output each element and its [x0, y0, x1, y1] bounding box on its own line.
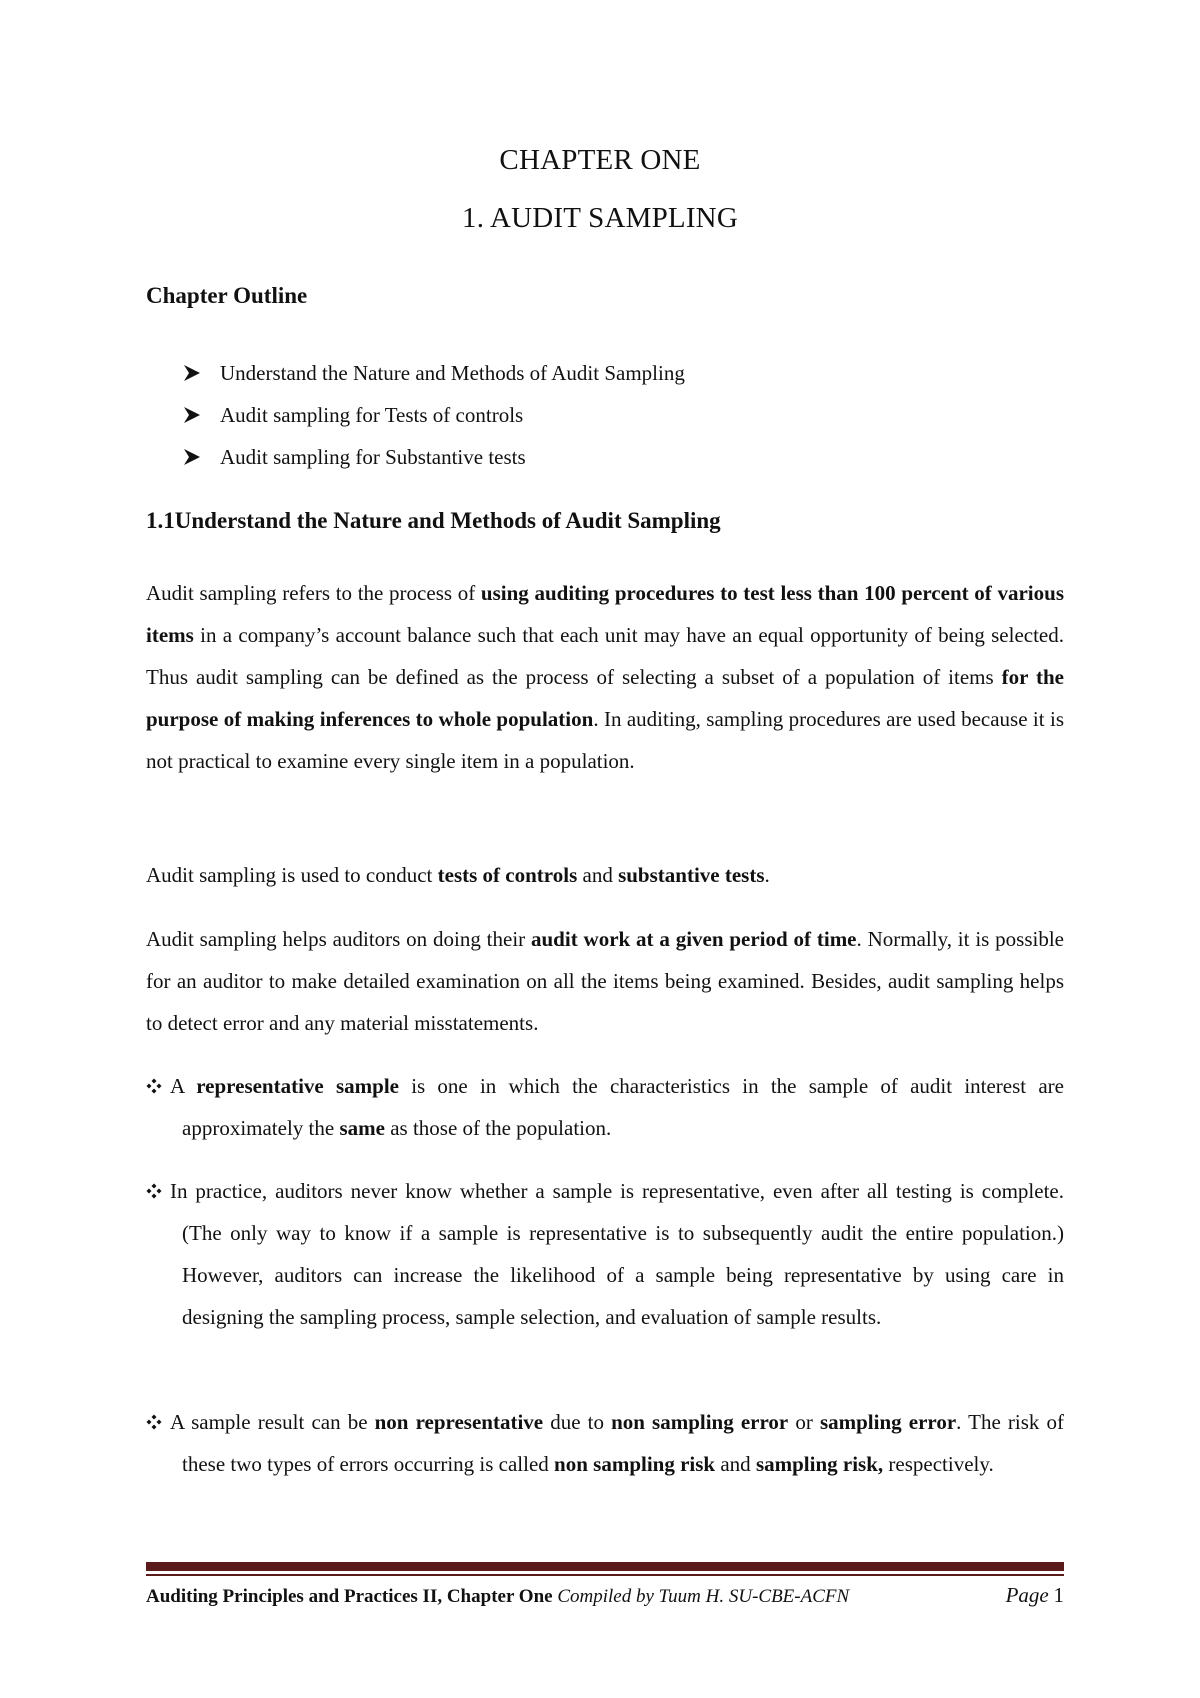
bold-run: non sampling error — [611, 1410, 789, 1434]
text-run: or — [788, 1410, 820, 1434]
text-run: as those of the population. — [384, 1116, 612, 1140]
paragraph-usage — [146, 854, 1064, 896]
four-diamond-icon — [146, 1183, 162, 1199]
paragraph-benefits — [146, 918, 1064, 1044]
text-run: Audit sampling refers to the process of — [146, 581, 481, 605]
bold-run: non sampling risk — [554, 1452, 716, 1476]
bold-run: sampling error — [819, 1410, 957, 1434]
outline-item-text: Understand the Nature and Methods of Audit Sampling — [220, 360, 685, 385]
arrow-bullet-icon — [182, 363, 202, 383]
arrow-bullet-icon — [182, 447, 202, 467]
text-run: . — [764, 863, 770, 887]
bold-run: tests of controls — [437, 863, 578, 887]
chapter-outline-list — [182, 352, 685, 478]
bold-run: audit work at a given period of time — [531, 927, 857, 951]
outline-item — [182, 394, 685, 436]
text-run: Audit sampling helps auditors on doing their — [146, 927, 531, 951]
footer-left — [146, 1586, 849, 1608]
page-footer — [146, 1583, 1064, 1608]
footer-compiled-by: Compiled by Tuum H. SU-CBE-ACFN — [552, 1586, 850, 1607]
text-run: and — [715, 1452, 756, 1476]
text-run: due to — [543, 1410, 612, 1434]
text-run: respectively. — [883, 1452, 994, 1476]
text-run: is one in which the characteristics in the sample of audit interest are approximately the — [182, 1074, 1064, 1140]
chapter-outline-heading: Chapter Outline — [146, 283, 308, 308]
bullet-representative-sample — [146, 1065, 1064, 1149]
four-diamond-icon — [146, 1078, 162, 1094]
bullet-non-representative — [146, 1401, 1064, 1485]
outline-item — [182, 436, 685, 478]
outline-item-text: Audit sampling for Substantive tests — [220, 444, 526, 469]
footer-rule-thin — [146, 1574, 1064, 1576]
bold-run: same — [339, 1116, 385, 1140]
section-heading: 1.1Understand the Nature and Methods of Audit Sampling — [146, 508, 721, 533]
arrow-bullet-icon — [182, 405, 202, 425]
text-run: A — [170, 1074, 197, 1098]
text-run: in a company’s account balance such that each unit may have an equal opportunity of being selected. Thus audit sampling can be defined as the process of selecting a subset of a population of items — [146, 623, 1064, 689]
footer-rule — [146, 1562, 1064, 1571]
bullet-in-practice — [146, 1170, 1064, 1338]
text-run: A sample result can be — [170, 1410, 375, 1434]
footer-course-title: Auditing Principles and Practices II, Chapter One — [146, 1586, 553, 1607]
outline-item-text: Audit sampling for Tests of controls — [220, 402, 524, 427]
outline-item — [182, 352, 685, 394]
chapter-label: CHAPTER ONE — [499, 144, 701, 176]
footer-page — [1006, 1583, 1064, 1608]
bold-run: using auditing procedures to test less than 100 percent of various items — [146, 581, 1064, 647]
text-run: Audit sampling is used to conduct — [146, 863, 438, 887]
footer-page-label: Page — [1005, 1583, 1049, 1607]
bold-run: non representative — [374, 1410, 544, 1434]
bold-run: sampling risk, — [755, 1452, 884, 1476]
bold-run: substantive tests — [618, 863, 765, 887]
chapter-title: 1. AUDIT SAMPLING — [462, 202, 738, 234]
text-run: and — [577, 863, 619, 887]
footer-page-number: 1 — [1053, 1583, 1064, 1607]
text-run: In practice, auditors never know whether a sample is representative, even after all testing is complete. (The only way to know if a sample is representative is to subsequently audit the entire population.) However, auditors can increase the likelihood of a sample being representative by using care in designing the sampling process, sample selection, and evaluation of sample results. — [170, 1179, 1064, 1329]
text-run: . In auditing, sampling procedures are used because it is not practical to examine every single item in a population. — [146, 707, 1064, 773]
paragraph-definition — [146, 572, 1064, 782]
bold-run: representative sample — [196, 1074, 399, 1098]
text-run: . Normally, it is possible for an auditor to make detailed examination on all the items being examined. Besides, audit sampling helps to detect error and any material misstatements. — [146, 927, 1064, 1035]
text-run: . The risk of these two types of errors occurring is called — [182, 1410, 1064, 1476]
bold-run: for the purpose of making inferences to whole population — [146, 665, 1064, 731]
four-diamond-icon — [146, 1414, 162, 1430]
